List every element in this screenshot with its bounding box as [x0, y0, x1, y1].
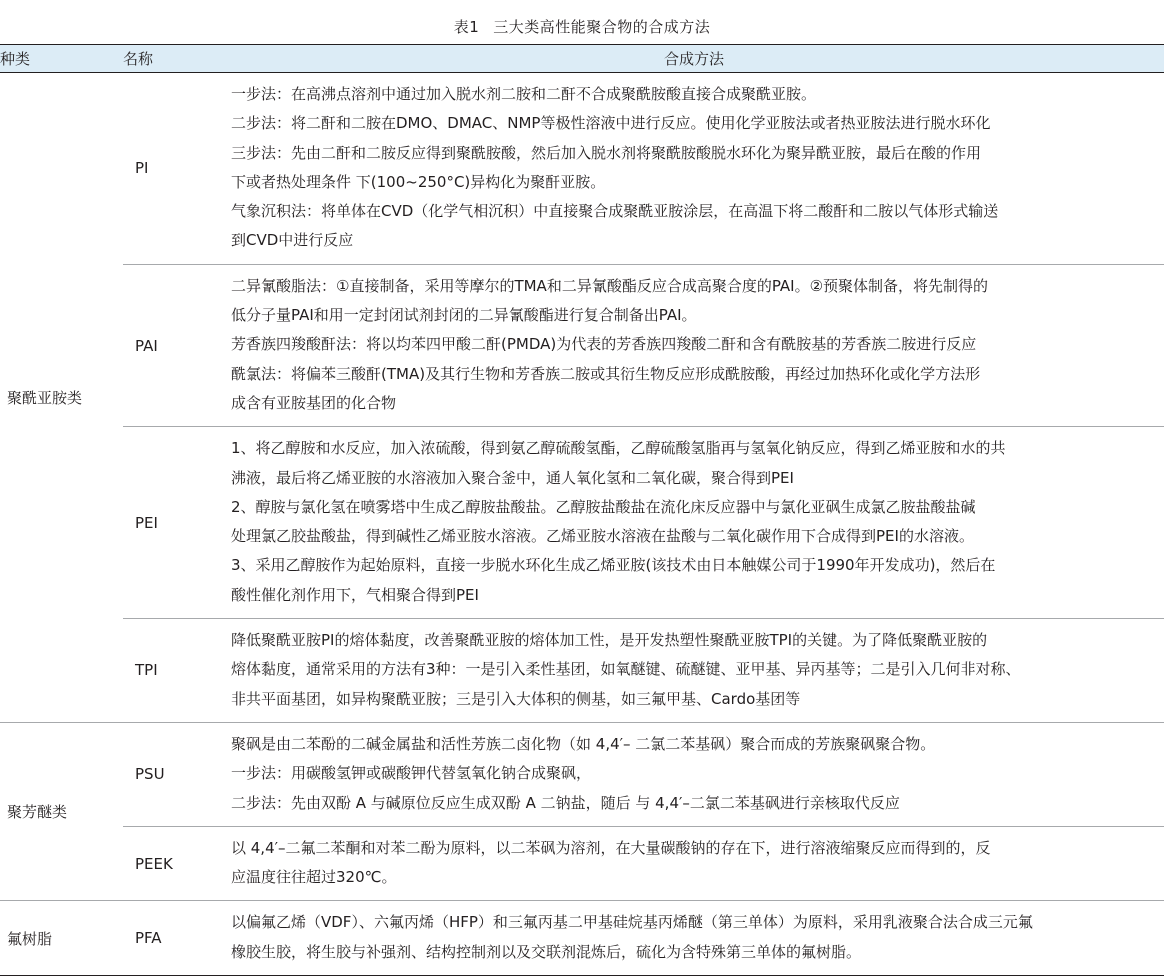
polymer-name-cell: PFA: [123, 901, 224, 976]
header-name: 名称: [123, 45, 224, 73]
method-line: 沸液，最后将乙烯亚胺的水溶液加入聚合釜中，通人氧化氢和二氧化碳，聚合得到PEI: [231, 468, 794, 487]
method-line: 二异氰酸脂法：①直接制备，采用等摩尔的TMA和二异氰酸酯反应合成高聚合度的PAI。②预聚体制备，将先制得的: [231, 276, 989, 295]
polymer-name-cell: PAI: [123, 264, 224, 426]
method-line: 2、醇胺与氯化氢在喷雾塔中生成乙醇胺盐酸盐。乙醇胺盐酸盐在流化床反应器中与氯化亚砜生成氯乙胺盐酸盐碱: [231, 497, 976, 516]
table-row: [0, 264, 1164, 426]
method-line: 一步法：用碳酸氢钾或碳酸钾代替氢氧化钠合成聚砜，: [231, 764, 592, 783]
polymer-name-cell: PSU: [123, 722, 224, 826]
table-caption: [0, 16, 1164, 38]
method-line: 低分子量PAI和用一定封闭试剂封闭的二异氰酸酯进行复合制备出PAI。: [231, 306, 697, 325]
method-line: 非共平面基团，如异构聚酰亚胺；三是引入大体积的侧基，如三氟甲基、Cardo基团等: [231, 689, 801, 708]
method-cell: [224, 619, 1164, 723]
caption-title: 三大类高性能聚合物的合成方法: [493, 18, 711, 36]
method-line: 二步法：将二酐和二胺在DMO、DMAC、NMP等极性溶液中进行反应。使用化学亚胺法或者热亚胺法进行脱水环化: [231, 114, 991, 133]
method-line: 1、将乙醇胺和水反应，加入浓硫酸，得到氨乙醇硫酸氢酯，乙醇硫酸氢脂再与氢氧化钠反应，得到乙烯亚胺和水的共: [231, 439, 1006, 458]
method-line: 一步法：在高沸点溶剂中通过加入脱水剂二胺和二酐不合成聚酰胺酸直接合成聚酰亚胺。: [231, 85, 817, 103]
method-line: 气象沉积法：将单体在CVD（化学气相沉积）中直接聚合成聚酰亚胺涂层，在高温下将二酸酐和二胺以气体形式输送: [231, 202, 999, 221]
table-row: [0, 826, 1164, 901]
method-cell: [224, 264, 1164, 426]
kind-cell: 聚酰亚胺类: [7, 388, 83, 407]
method-cell: [224, 73, 1164, 265]
polymer-name-cell: PEEK: [123, 826, 224, 901]
table-row: [0, 722, 1164, 826]
method-line: 二步法：先由双酚 A 与碱原位反应生成双酚 A 二钠盐，随后 与 4,4′–二氯二苯基砜进行亲核取代反应: [231, 793, 900, 812]
table-row: [0, 901, 1164, 976]
header-method: 合成方法: [224, 45, 1164, 73]
table-body: [0, 73, 1164, 976]
method-line: 橡胶生胶，将生胶与补强剂、结构控制剂以及交联剂混炼后，硫化为含特殊第三单体的氟树脂。: [231, 942, 862, 961]
synthesis-methods-table: [0, 44, 1164, 976]
method-line: 三步法：先由二酐和二胺反应得到聚酰胺酸，然后加入脱水剂将聚酰胺酸脱水环化为聚异酰亚胺，最后在酸的作用: [231, 143, 982, 162]
method-line: 成含有亚胺基团的化合物: [231, 393, 397, 412]
polymer-name-cell: PI: [135, 159, 149, 178]
method-line: 以偏氟乙烯（VDF）、六氟丙烯（HFP）和三氟丙基二甲基硅烷基丙烯醚（第三单体）为原料，采用乳液聚合法合成三元氟: [231, 913, 1033, 932]
method-line: 酸性催化剂作用下，气相聚合得到PEI: [231, 585, 479, 604]
method-line: 以 4,4′–二氟二苯酮和对苯二酚为原料，以二苯砜为溶剂，在大量碳酸钠的存在下，进行溶液缩聚反应而得到的，反: [231, 838, 991, 857]
polymer-name-cell: PEI: [123, 427, 224, 619]
kind-cell: 氟树脂: [0, 901, 123, 976]
method-line: 聚砜是由二苯酚的二碱金属盐和活性芳族二卤化物（如 4,4′– 二氯二苯基砜）聚合而成的芳族聚砜聚合物。: [231, 734, 936, 753]
method-line: 到CVD中进行反应: [231, 231, 354, 250]
table-header-row: [0, 45, 1164, 73]
method-cell: [224, 901, 1164, 976]
kind-cell: 聚芳醚类: [0, 722, 123, 900]
table-row: [0, 619, 1164, 723]
method-line: 3、采用乙醇胺作为起始原料，直接一步脱水环化生成乙烯亚胺(该技术由日本触媒公司于1990年开发成功)，然后在: [231, 556, 996, 575]
method-line: 酰氯法：将偏苯三酸酐(TMA)及其行生物和芳香族二胺或其衍生物反应形成酰胺酸，再经过加热环化或化学方法形: [231, 364, 981, 383]
table-row: [0, 427, 1164, 619]
table-row: [0, 73, 1164, 265]
method-cell: [224, 826, 1164, 901]
method-line: 降低聚酰亚胺PI的熔体黏度，改善聚酰亚胺的熔体加工性，是开发热塑性聚酰亚胺TPI的关键。为了降低聚酰亚胺的: [231, 631, 988, 650]
polymer-name-cell: TPI: [123, 619, 224, 723]
method-cell: [224, 427, 1164, 619]
method-cell: [224, 722, 1164, 826]
caption-label: 表1: [453, 18, 480, 36]
method-line: 处理氯乙胶盐酸盐，得到碱性乙烯亚胺水溶液。乙烯亚胺水溶液在盐酸与二氧化碳作用下合成得到PEI的水溶液。: [231, 527, 974, 546]
method-line: 应温度往往超过320℃。: [231, 868, 397, 887]
method-line: 下或者热处理条件 下(100~250°C)异构化为聚酐亚胺。: [231, 172, 606, 191]
method-line: 芳香族四羧酸酐法：将以均苯四甲酸二酐(PMDA)为代表的芳香族四羧酸二酐和含有酰胺基的芳香族二胺进行反应: [231, 335, 977, 354]
method-line: 熔体黏度，通常采用的方法有3种：一是引入柔性基团，如氧醚键、硫醚键、亚甲基、异丙基等；二是引入几何非对称、: [231, 660, 1021, 679]
header-kind: 种类: [0, 45, 123, 73]
